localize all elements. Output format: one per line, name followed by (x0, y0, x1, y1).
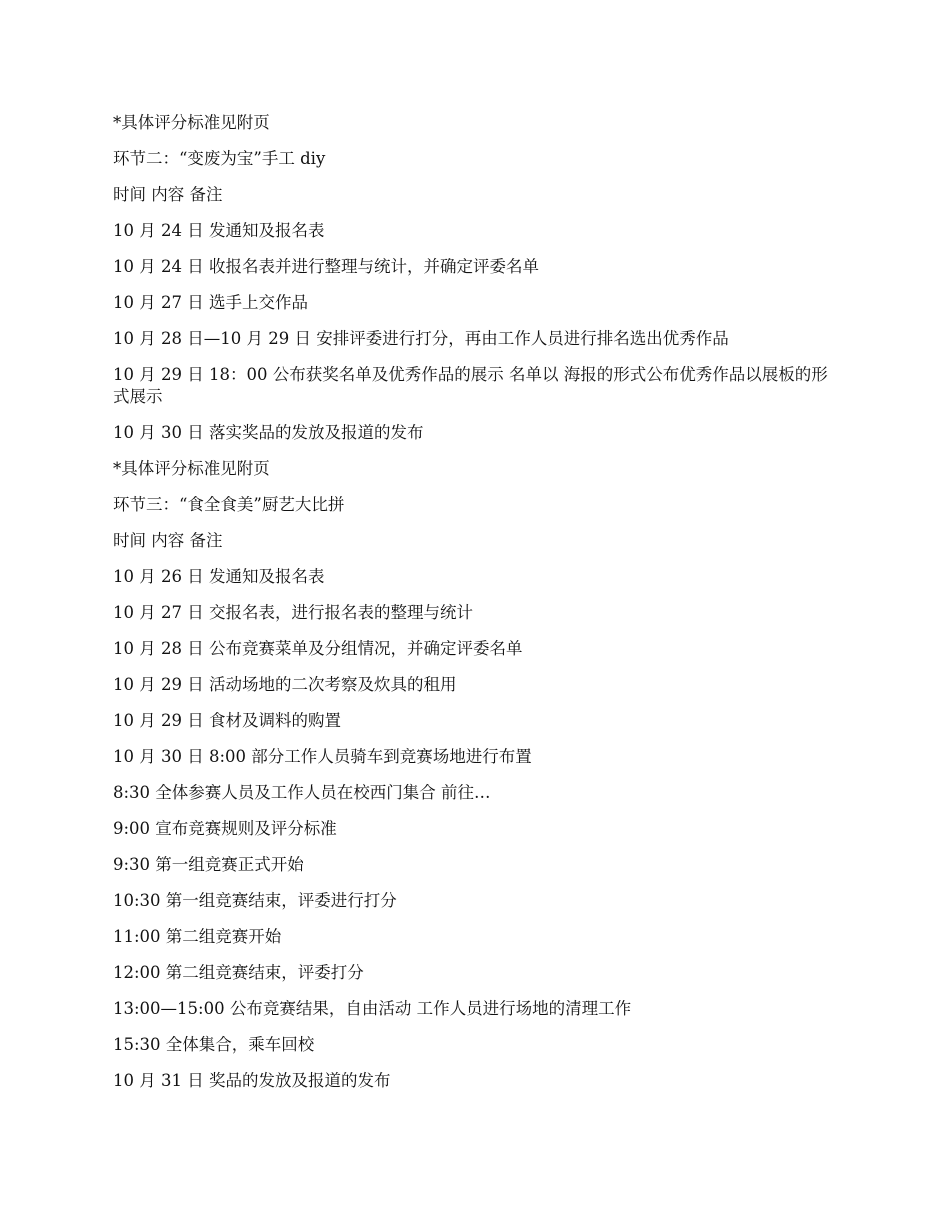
schedule-item: 10 月 24 日 发通知及报名表 (113, 221, 325, 240)
schedule-item: 10:30 第一组竞赛结束，评委进行打分 (113, 891, 397, 910)
note-scoring-criteria: *具体评分标准见附页 (113, 113, 270, 132)
schedule-item: 10 月 28 日—10 月 29 日 安排评委进行打分，再由工作人员进行排名选出优秀作品 (113, 329, 729, 348)
schedule-item: 13:00—15:00 公布竞赛结果，自由活动 工作人员进行场地的清理工作 (113, 999, 632, 1018)
schedule-item: 10 月 31 日 奖品的发放及报道的发布 (113, 1071, 391, 1090)
section-heading-part-two: 环节二：“变废为宝”手工 diy (113, 149, 326, 168)
document-body (113, 112, 838, 1106)
schedule-item: 10 月 26 日 发通知及报名表 (113, 567, 325, 586)
schedule-header: 时间 内容 备注 (113, 531, 223, 550)
schedule-item: 10 月 28 日 公布竞赛菜单及分组情况，并确定评委名单 (113, 639, 523, 658)
schedule-item: 15:30 全体集合，乘车回校 (113, 1035, 315, 1054)
schedule-item: 10 月 24 日 收报名表并进行整理与统计，并确定评委名单 (113, 257, 539, 276)
schedule-item: 10 月 29 日 18：00 公布获奖名单及优秀作品的展示 名单以 海报的形式公布优秀作品以展板的形式展示 (113, 365, 828, 406)
schedule-item: 9:00 宣布竞赛规则及评分标准 (113, 819, 337, 838)
schedule-header: 时间 内容 备注 (113, 185, 223, 204)
note-scoring-criteria: *具体评分标准见附页 (113, 459, 270, 478)
schedule-item: 10 月 29 日 食材及调料的购置 (113, 711, 341, 730)
section-heading-part-three: 环节三：“食全食美”厨艺大比拼 (113, 495, 345, 514)
schedule-item: 9:30 第一组竞赛正式开始 (113, 855, 304, 874)
schedule-item: 10 月 30 日 落实奖品的发放及报道的发布 (113, 423, 424, 442)
schedule-item: 11:00 第二组竞赛开始 (113, 927, 282, 946)
schedule-item: 12:00 第二组竞赛结束，评委打分 (113, 963, 364, 982)
schedule-item: 10 月 29 日 活动场地的二次考察及炊具的租用 (113, 675, 457, 694)
schedule-item: 10 月 30 日 8:00 部分工作人员骑车到竞赛场地进行布置 (113, 747, 532, 766)
schedule-item: 10 月 27 日 选手上交作品 (113, 293, 308, 312)
schedule-item: 8:30 全体参赛人员及工作人员在校西门集合 前往… (113, 783, 491, 802)
schedule-item: 10 月 27 日 交报名表，进行报名表的整理与统计 (113, 603, 473, 622)
